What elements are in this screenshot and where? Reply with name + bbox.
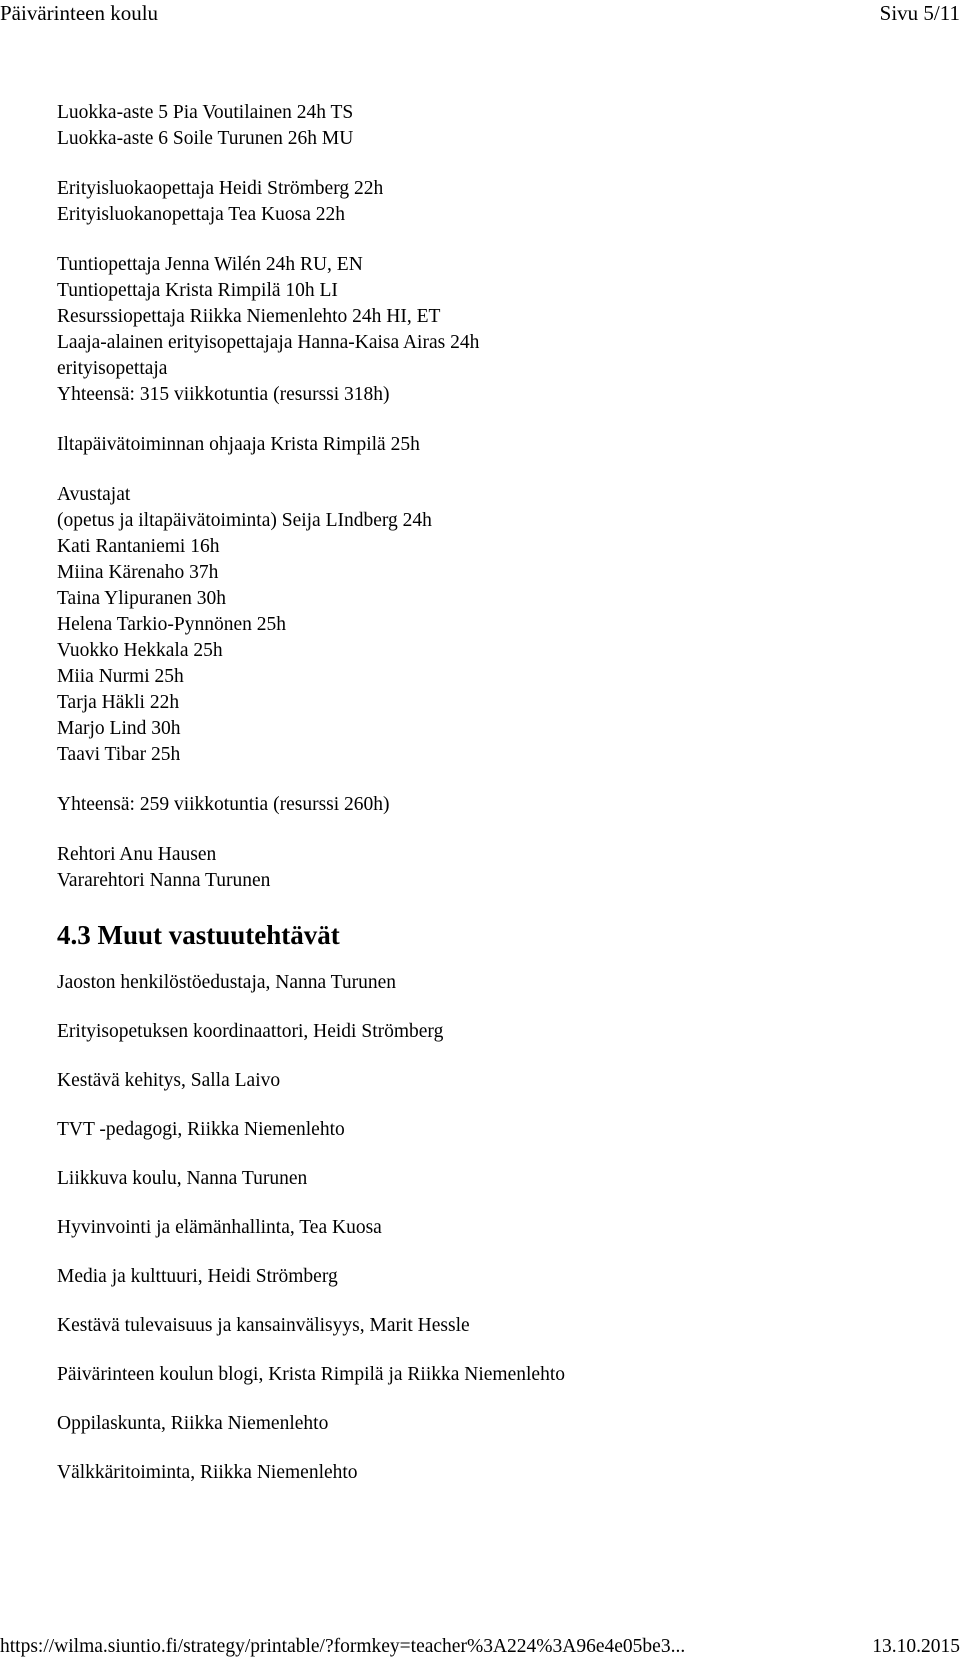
duty-item: Liikkuva koulu, Nanna Turunen <box>57 1168 308 1189</box>
duties-list <box>57 970 937 1486</box>
total-line: Yhteensä: 315 viikkotuntia (resurssi 318h) <box>57 384 390 405</box>
duty-item: TVT -pedagogi, Riikka Niemenlehto <box>57 1119 345 1140</box>
staff-group-principals <box>57 842 937 894</box>
duty-item: Kestävä tulevaisuus ja kansainvälisyys, Marit Hessle <box>57 1315 470 1336</box>
staff-line: Luokka-aste 5 Pia Voutilainen 24h TS <box>57 102 354 123</box>
staff-line: Miia Nurmi 25h <box>57 666 184 687</box>
duty-item: Välkkäritoiminta, Riikka Niemenlehto <box>57 1462 358 1483</box>
staff-line: Erityisluokaopettaja Heidi Strömberg 22h <box>57 178 384 199</box>
duty-item: Erityisopetuksen koordinaattori, Heidi Strömberg <box>57 1021 444 1042</box>
staff-line: Miina Kärenaho 37h <box>57 562 219 583</box>
duty-item: Hyvinvointi ja elämänhallinta, Tea Kuosa <box>57 1217 382 1238</box>
staff-group-grades <box>57 100 937 152</box>
page-footer <box>0 1634 960 1660</box>
staff-line: Iltapäivätoiminnan ohjaaja Krista Rimpilä 25h <box>57 434 420 455</box>
duty-item: Kestävä kehitys, Salla Laivo <box>57 1070 281 1091</box>
staff-line: Erityisluokanopettaja Tea Kuosa 22h <box>57 204 345 225</box>
staff-group-afternoon <box>57 432 937 458</box>
duty-item: Jaoston henkilöstöedustaja, Nanna Turunen <box>57 972 397 993</box>
staff-line: Luokka-aste 6 Soile Turunen 26h MU <box>57 128 354 149</box>
group-title: Avustajat <box>57 484 131 505</box>
staff-line: Taavi Tibar 25h <box>57 744 181 765</box>
staff-line: erityisopettaja <box>57 358 168 379</box>
staff-line: Vararehtori Nanna Turunen <box>57 870 271 891</box>
staff-line: Helena Tarkio-Pynnönen 25h <box>57 614 286 635</box>
staff-group-total <box>57 792 937 818</box>
staff-line: Taina Ylipuranen 30h <box>57 588 227 609</box>
duty-item: Media ja kulttuuri, Heidi Strömberg <box>57 1266 338 1287</box>
staff-line: Tarja Häkli 22h <box>57 692 180 713</box>
page-header <box>0 0 960 30</box>
staff-line: Marjo Lind 30h <box>57 718 181 739</box>
duty-item: Päivärinteen koulun blogi, Krista Rimpilä ja Riikka Niemenlehto <box>57 1364 565 1385</box>
staff-line: (opetus ja iltapäivätoiminta) Seija LIndberg 24h <box>57 510 432 531</box>
staff-group-special-class <box>57 176 937 228</box>
footer-date: 13.10.2015 <box>872 1636 960 1657</box>
staff-line: Laaja-alainen erityisopettajaja Hanna-Kaisa Airas 24h <box>57 332 480 353</box>
total-line: Yhteensä: 259 viikkotuntia (resurssi 260h) <box>57 794 390 815</box>
staff-line: Resurssiopettaja Riikka Niemenlehto 24h HI, ET <box>57 306 441 327</box>
staff-group-assistants <box>57 482 937 768</box>
staff-group-teachers <box>57 252 937 408</box>
staff-line: Kati Rantaniemi 16h <box>57 536 220 557</box>
staff-line: Tuntiopettaja Jenna Wilén 24h RU, EN <box>57 254 363 275</box>
document-body <box>57 100 937 1509</box>
page-number: Sivu 5/11 <box>879 1 960 25</box>
duty-item: Oppilaskunta, Riikka Niemenlehto <box>57 1413 329 1434</box>
staff-line: Tuntiopettaja Krista Rimpilä 10h LI <box>57 280 338 301</box>
staff-line: Rehtori Anu Hausen <box>57 844 217 865</box>
document-title: Päivärinteen koulu <box>0 1 159 25</box>
section-heading: 4.3 Muut vastuutehtävät <box>57 920 340 950</box>
staff-line: Vuokko Hekkala 25h <box>57 640 223 661</box>
footer-url: https://wilma.siuntio.fi/strategy/printable/?formkey=teacher%3A224%3A96e4e05be3... <box>0 1636 686 1657</box>
